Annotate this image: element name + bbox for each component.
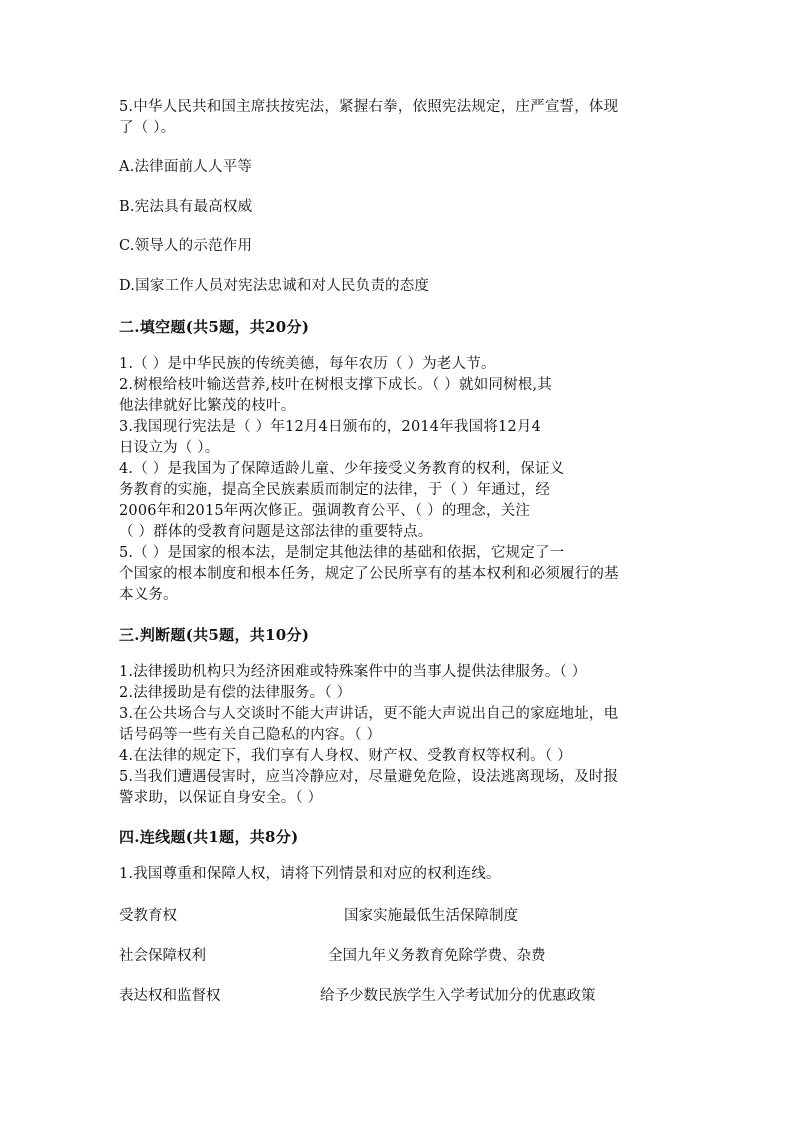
true-false-line: 话号码等一些有关自己隐私的内容。（ ） (119, 727, 382, 743)
fill-blank-line: 2.树根给枝叶输送营养,枝叶在树根支撑下成长。（ ）就如同树根,其 (119, 377, 553, 393)
q5-stem-line-1: 5.中华人民共和国主席扶按宪法，紧握右拳，依照宪法规定，庄严宣誓，体现 (119, 99, 619, 115)
true-false-line: 1.法律援助机构只为经济困难或特殊案件中的当事人提供法律服务。（ ） (119, 664, 587, 680)
fill-blank-line: 3.我国现行宪法是（ ）年12月4日颁布的，2014年我国将12月4 (119, 419, 541, 435)
true-false-line: 3.在公共场合与人交谈时不能大声讲话，更不能大声说出自己的家庭地址，电 (119, 706, 619, 722)
q5-stem-line-2: 了（ ）。 (119, 120, 176, 136)
section-heading-matching: 四.连线题(共1题，共8分) (119, 828, 299, 846)
fill-blank-line: 个国家的根本制度和根本任务，规定了公民所享有的基本权利和必须履行的基 (119, 566, 619, 582)
q5-option-a: A.法律面前人人平等 (119, 159, 253, 175)
fill-blank-line: 日设立为（ ）。 (119, 440, 220, 456)
matching-right-item: 国家实施最低生活保障制度 (344, 908, 518, 924)
true-false-line: 5.当我们遭遇侵害时，应当冷静应对，尽量避免危险，设法逃离现场，及时报 (119, 769, 619, 785)
q5-option-c: C.领导人的示范作用 (119, 238, 253, 254)
fill-blank-line: 务教育的实施，提高全民族素质而制定的法律，于（ ）年通过，经 (119, 482, 551, 498)
fill-blank-line: 1.（ ）是中华民族的传统美德，每年农历（ ）为老人节。 (119, 356, 496, 372)
fill-blank-line: （ ）群体的受教育问题是这部法律的重要特点。 (119, 524, 433, 540)
q5-option-d: D.国家工作人员对宪法忠诚和对人民负责的态度 (119, 278, 430, 294)
true-false-line: 4.在法律的规定下，我们享有人身权、财产权、受教育权等权利。（ ） (119, 748, 572, 764)
matching-right-item: 全国九年义务教育免除学费、杂费 (328, 948, 546, 964)
section-heading-true-false: 三.判断题(共5题，共10分) (119, 626, 310, 644)
true-false-line: 2.法律援助是有偿的法律服务。（ ） (119, 685, 352, 701)
matching-left-item: 受教育权 (119, 908, 177, 924)
fill-blank-line: 2006年和2015年两次修正。强调教育公平、（ ）的理念，关注 (119, 503, 531, 519)
matching-left-item: 表达权和监督权 (119, 988, 221, 1004)
fill-blank-line: 4.（ ）是我国为了保障适龄儿童、少年接受义务教育的权利，保证义 (119, 461, 565, 477)
matching-left-item: 社会保障权利 (119, 948, 206, 964)
fill-blank-line: 他法律就好比繁茂的枝叶。 (119, 398, 296, 414)
section-heading-fill-blank: 二.填空题(共5题，共20分) (119, 318, 310, 336)
fill-blank-line: 5.（ ）是国家的根本法，是制定其他法律的基础和依据，它规定了一 (119, 545, 565, 561)
true-false-line: 警求助，以保证自身安全。（ ） (119, 790, 323, 806)
q5-option-b: B.宪法具有最高权威 (119, 199, 253, 215)
matching-right-item: 给予少数民族学生入学考试加分的优惠政策 (320, 988, 596, 1004)
matching-question: 1.我国尊重和保障人权，请将下列情景和对应的权利连线。 (119, 866, 501, 882)
fill-blank-line: 本义务。 (119, 587, 178, 603)
